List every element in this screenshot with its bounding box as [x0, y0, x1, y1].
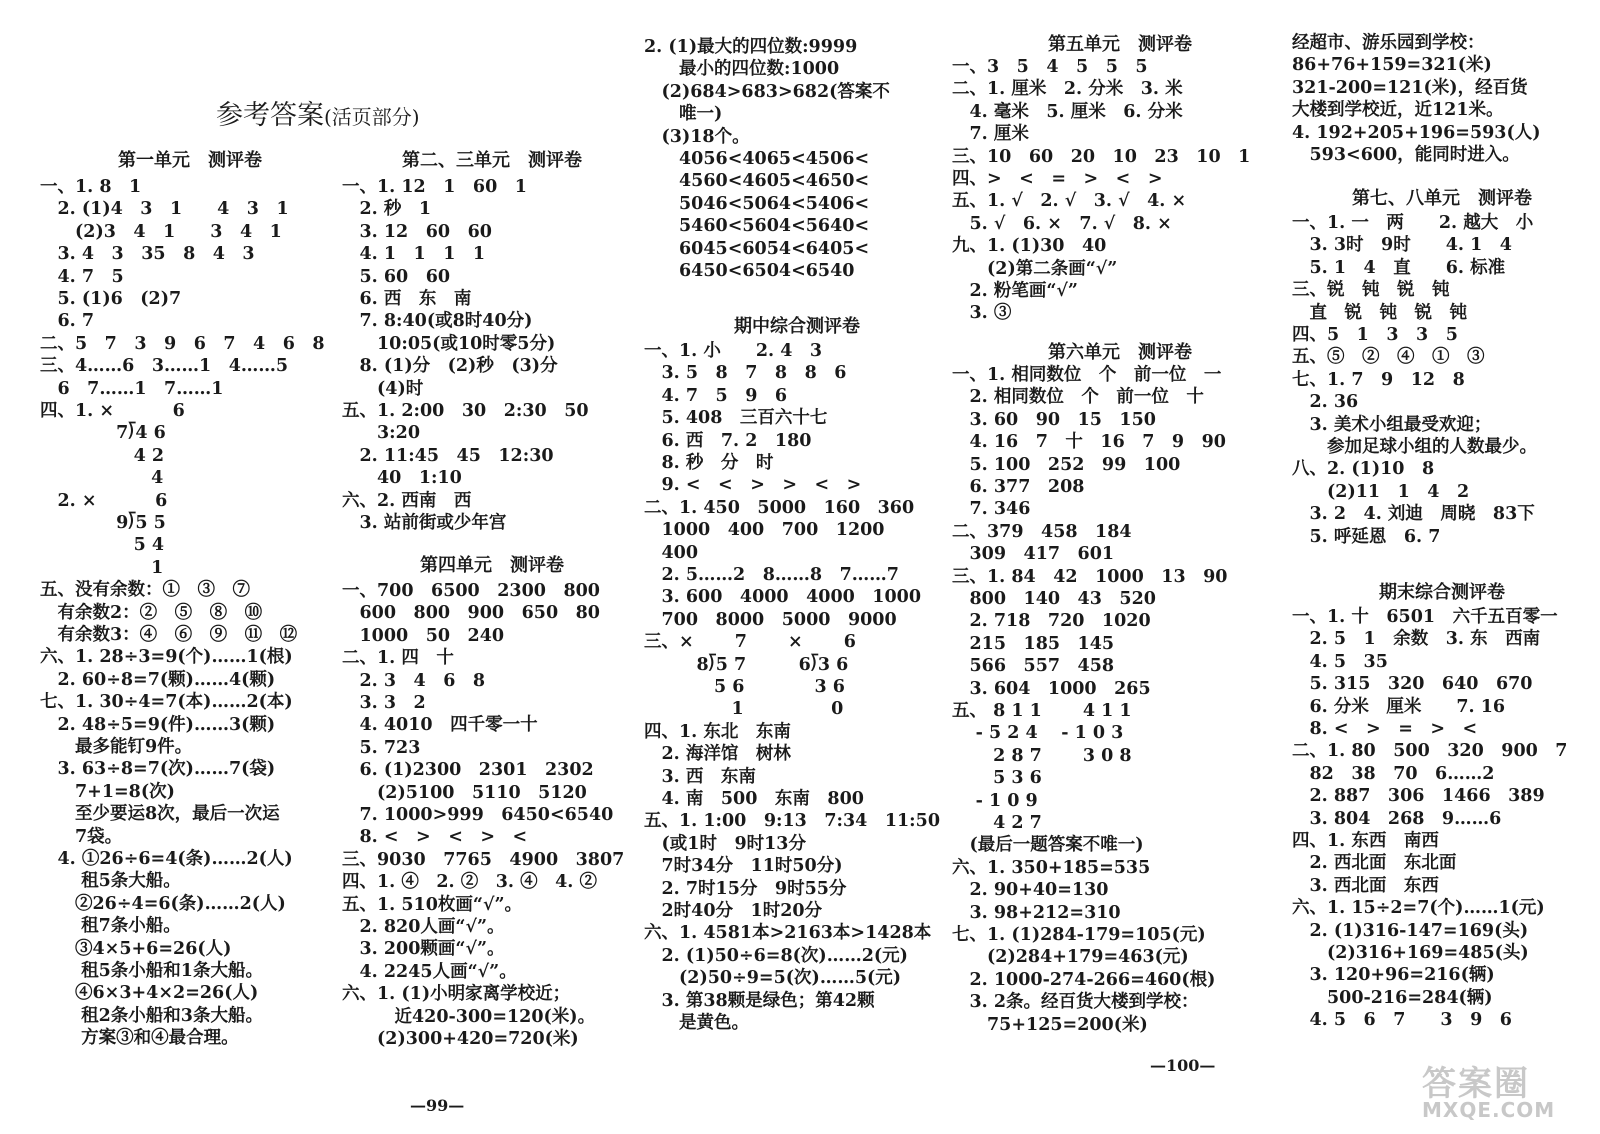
section-heading: 期末综合测评卷: [1379, 582, 1505, 603]
answer-line: 七、1. 7 9 12 8: [1292, 369, 1465, 390]
answer-line: 四、> < = > < >: [952, 169, 1163, 189]
answer-line: 5. 1 4 直 6. 标准: [1292, 257, 1506, 278]
answer-line: 三、× 7 × 6: [644, 632, 856, 653]
answer-line: 4. 5 35: [1292, 651, 1388, 672]
answer-line: 1000 50 240: [342, 625, 505, 646]
answer-line: 二、1. 厘米 2. 分米 3. 米: [952, 79, 1183, 100]
answer-line: 三、10 60 20 10 23 10 1: [952, 146, 1251, 167]
answer-line: 五、没有余数：① ③ ⑦: [40, 580, 250, 601]
answer-line: 大楼到学校近，近121米。: [1292, 100, 1504, 121]
section-heading: 期中综合测评卷: [734, 316, 860, 337]
answer-line: 8⟌5 7 6⟌3 6: [644, 654, 849, 675]
answer-line: 40 1:10: [342, 468, 462, 489]
answer-line: 1000 400 700 1200: [644, 520, 885, 541]
answer-line: 2. 718 720 1020: [952, 611, 1151, 632]
answer-line: 8. (1)分 (2)秒 (3)分: [342, 356, 558, 377]
answer-line: 2. 60÷8=7(颗)……4(颗): [40, 669, 276, 690]
answer-line: 三、锐 钝 锐 钝: [1292, 280, 1450, 301]
answer-line: 8. < > = > <: [1292, 719, 1478, 739]
answer-line: (或1时 9时13分: [644, 833, 806, 854]
answer-line: 四、1. ④ 2. ② 3. ④ 4. ②: [342, 872, 597, 893]
answer-line: (最后一题答案不唯一): [952, 835, 1144, 856]
answer-line: 四、1. 东西 南西: [1292, 831, 1439, 851]
page-number-left: —99—: [410, 1096, 465, 1115]
answer-line: 一、3 5 4 5 5 5: [952, 57, 1148, 77]
answer-line: 7时34分 11时50分): [644, 856, 843, 877]
answer-line: 309 417 601: [952, 544, 1115, 565]
answer-line: (4)时: [342, 378, 424, 399]
answer-line: 215 185 145: [952, 633, 1115, 654]
answer-line: 8. < > < > <: [342, 827, 528, 848]
answer-line: 租2条小船和3条大船。: [40, 1005, 263, 1026]
answer-line: 3. 美术小组最受欢迎；: [1292, 414, 1492, 435]
answer-line: 有余数2：② ⑤ ⑧ ⑩: [40, 602, 263, 623]
answer-line: 3. 5 8 7 8 8 6: [644, 363, 847, 384]
answer-line: 至少要运8次，最后一次运: [40, 804, 280, 825]
answer-line: 四、1. 东北 东南: [644, 721, 791, 742]
answer-line: (2)284+179=463(元): [952, 947, 1189, 968]
answer-line: 566 557 458: [952, 656, 1115, 677]
answer-line: 5. √ 6. × 7. √ 8. ×: [952, 213, 1172, 234]
answer-line: 一、1. 12 1 60 1: [342, 177, 527, 197]
answer-line: 8. 秒 分 时: [644, 453, 774, 473]
answer-line: 一、1. 一 两 2. 越大 小: [1292, 213, 1534, 233]
answer-line: 经超市、游乐园到学校：: [1292, 33, 1485, 53]
answer-line: 593<600，能同时进入。: [1292, 145, 1520, 165]
answer-line: 4. 南 500 东南 800: [644, 789, 864, 809]
answer-line: 2. 7时15分 9时55分: [644, 878, 847, 899]
answer-line: 5 3 6: [952, 768, 1042, 789]
column-1: [40, 0, 340, 1134]
watermark: [1416, 1056, 1586, 1126]
title-main: 参考答案: [216, 100, 324, 131]
answer-line: 2. 粉笔画“√”: [952, 281, 1078, 301]
answer-line: 4. 5 6 7 3 9 6: [1292, 1010, 1512, 1031]
answer-line: 直 锐 钝 锐 钝: [1292, 302, 1467, 323]
answer-line: 2. 1000-274-266=460(根): [952, 969, 1216, 990]
answer-line: 5. 呼延恩 6. 7: [1292, 526, 1441, 547]
answer-line: 2. 48÷5=9(件)……3(颗): [40, 714, 276, 735]
answer-line: ③4×5+6=26(人): [40, 938, 232, 959]
answer-line: 2. 秒 1: [342, 199, 432, 220]
answer-line: 4. 192+205+196=593(人): [1292, 122, 1541, 143]
answer-line: 2. 5……2 8……8 7……7: [644, 565, 899, 585]
title-subtitle: (活页部分): [324, 105, 420, 129]
answer-line: 三、9030 7765 4900 3807: [342, 849, 625, 870]
answer-line: 六、2. 西南 西: [342, 490, 472, 511]
answer-line: 2. (1)4 3 1 4 3 1: [40, 199, 289, 220]
answer-line: 有余数3：④ ⑥ ⑨ ⑪ ⑫: [40, 625, 298, 645]
answer-line: 3. 2 4. 刘迪 周晓 83下: [1292, 504, 1535, 525]
section-heading: 第六单元 测评卷: [1048, 342, 1192, 363]
answer-line: 4 2: [40, 445, 165, 466]
answer-line: 7. 1000>999 6450<6540: [342, 805, 614, 825]
answer-line: 2 8 7 3 0 8: [952, 745, 1132, 766]
answer-line: 10:05(或10时零5分): [342, 333, 556, 354]
answer-line: 5. (1)6 (2)7: [40, 289, 182, 309]
answer-line: (2)5100 5110 5120: [342, 782, 587, 803]
answer-line: 321-200=121(米)，经百货: [1292, 77, 1528, 98]
answer-line: (2)11 1 4 2: [1292, 481, 1470, 502]
answer-line: 3. 3 2: [342, 693, 426, 713]
answer-line: 六、1. 28÷3=9(个)……1(根): [40, 647, 293, 668]
answer-line: 3. 西北面 东西: [1292, 875, 1439, 896]
answer-line: 5. 100 252 99 100: [952, 454, 1181, 475]
answer-line: 2. 820人画“√”。: [342, 917, 505, 937]
answer-line: 2. 3 4 6 8: [342, 670, 486, 691]
answer-line: 2. × 6: [40, 490, 168, 511]
answer-line: 5 6 3 6: [644, 677, 845, 697]
answer-line: 6 7……1 7……1: [40, 378, 224, 399]
answer-line: 六、1. 15÷2=7(个)……1(元): [1292, 898, 1545, 919]
section-heading: 第五单元 测评卷: [1048, 34, 1192, 55]
answer-line: 三、4……6 3……1 4……5: [40, 356, 289, 377]
answer-line: 五、1. 1:00 9:13 7:34 11:50: [644, 811, 940, 832]
answer-line: 五、1. 2:00 30 2:30 50: [342, 401, 589, 421]
answer-line: 7袋。: [40, 826, 123, 847]
answer-line: 参加足球小组的人数最少。: [1292, 437, 1537, 457]
answer-line: 4560<4605<4650<: [644, 171, 870, 192]
answer-line: 6. 分米 厘米 7. 16: [1292, 696, 1506, 717]
answer-line: - 1 0 9: [952, 790, 1038, 811]
answer-line: 一、1. 相同数位 个 前一位 一: [952, 365, 1222, 385]
answer-line: 二、1. 四 十: [342, 648, 454, 669]
answer-line: 六、1. 350+185=535: [952, 857, 1151, 878]
answer-line: 五、1. √ 2. √ 3. √ 4. ×: [952, 191, 1187, 212]
section-heading: 第一单元 测评卷: [118, 150, 262, 171]
answer-line: 5046<5064<5406<: [644, 193, 870, 214]
answer-line: 四、5 1 3 3 5: [1292, 325, 1458, 345]
answer-line: 八、2. (1)10 8: [1292, 459, 1435, 480]
answer-line: 3. 200颗画“√”。: [342, 939, 505, 960]
answer-line: 方案③和④最合理。: [40, 1028, 239, 1049]
column-4: [952, 0, 1288, 1134]
answer-line: 4. 4010 四千零一十: [342, 715, 538, 736]
answer-line: 2. 36: [1292, 392, 1359, 413]
answer-line: 2. (1)50÷6=8(次)……2(元): [644, 945, 908, 966]
answer-line: 租5条小船和1条大船。: [40, 961, 263, 981]
answer-line: 租7条小船。: [40, 916, 181, 937]
answer-line: 4. 7 5: [40, 266, 124, 287]
answer-line: 400: [644, 542, 699, 563]
column-3: [644, 0, 950, 1134]
answer-line: 4: [40, 468, 164, 489]
answer-line: 九、1. (1)30 40: [952, 236, 1107, 257]
answer-line: 5. 723: [342, 737, 421, 758]
answer-line: 9⟌5 5: [40, 513, 166, 533]
answer-line: 最小的四位数:1000: [644, 59, 840, 80]
answer-line: 一、700 6500 2300 800: [342, 581, 600, 601]
answer-line: 三、1. 84 42 1000 13 90: [952, 566, 1228, 587]
answer-line: ②26÷4=6(条)……2(人): [40, 893, 286, 914]
answer-line: (2)50÷9=5(次)……5(元): [644, 968, 902, 989]
answer-line: 一、1. 小 2. 4 3: [644, 341, 823, 361]
answer-line: 6450<6504<6540: [644, 261, 855, 281]
answer-line: 6. (1)2300 2301 2302: [342, 760, 594, 781]
answer-line: 3. 604 1000 265: [952, 678, 1151, 699]
column-5: [1292, 0, 1592, 1134]
answer-line: 5460<5604<5640<: [644, 216, 870, 237]
answer-line: 五、⑤ ② ④ ① ③: [1292, 347, 1485, 368]
answer-line: 3. 60 90 15 150: [952, 409, 1156, 430]
watermark-logo-text: 答案圈: [1422, 1064, 1530, 1104]
answer-line: 7⟌4 6: [40, 423, 166, 444]
answer-line: 4. 16 7 十 16 7 9 90: [952, 432, 1226, 453]
answer-line: 3. ③: [952, 303, 1012, 324]
answer-line: 唯一): [644, 104, 723, 125]
answer-line: (2)3 4 1 3 4 1: [40, 221, 282, 242]
answer-line: 四、1. × 6: [40, 401, 185, 421]
answer-line: 2. 相同数位 个 前一位 十: [952, 387, 1204, 408]
answer-line: 4. 1 1 1 1: [342, 244, 486, 265]
answer-line: 二、379 458 184: [952, 521, 1132, 542]
answer-line: 一、1. 十 6501 六千五百零一: [1292, 607, 1558, 627]
answer-line: 7. 346: [952, 499, 1031, 520]
answer-line: 1: [40, 557, 164, 578]
answer-line: 3. 600 4000 4000 1000: [644, 587, 922, 608]
answer-line: 4. 7 5 9 6: [644, 385, 788, 406]
answer-line: 七、1. (1)284-179=105(元): [952, 925, 1206, 945]
answer-line: 3. 12 60 60: [342, 221, 492, 242]
section-heading: 第四单元 测评卷: [420, 555, 564, 576]
answer-line: 五、 8 1 1 4 1 1: [952, 701, 1132, 721]
answer-line: 二、1. 80 500 320 900 7: [1292, 741, 1568, 762]
answer-line: 2. (1)316-147=169(头): [1292, 920, 1529, 941]
answer-line: 700 8000 5000 9000: [644, 609, 897, 630]
answer-line: 六、1. (1)小明家离学校近；: [342, 984, 571, 1005]
section-heading: 第七、八单元 测评卷: [1352, 188, 1532, 209]
answer-line: 2. 西北面 东北面: [1292, 853, 1457, 874]
answer-line: (2)316+169=485(头): [1292, 943, 1529, 963]
answer-line: 租5条大船。: [40, 871, 181, 892]
answer-line: (2)300+420=720(米): [342, 1029, 579, 1049]
page-number-right: —100—: [1150, 1056, 1216, 1075]
answer-line: 5. 60 60: [342, 266, 451, 287]
answer-line: 4. 2245人画“√”。: [342, 961, 517, 982]
answer-line: 2时40分 1时20分: [644, 901, 823, 921]
answer-line: 3. 西 东南: [644, 766, 756, 787]
answer-line: - 5 2 4 - 1 0 3: [952, 723, 1124, 744]
answer-line: 9. < < > > < >: [644, 475, 862, 496]
answer-line: 4. 毫米 5. 厘米 6. 分米: [952, 101, 1183, 122]
answer-line: 5. 408 三百六十七: [644, 408, 828, 429]
answer-line: 七、1. 30÷4=7(本)……2(本): [40, 692, 293, 713]
answer-line: 1 0: [644, 699, 844, 720]
answer-line: 二、1. 450 5000 160 360: [644, 497, 915, 518]
answer-line: 3:20: [342, 423, 420, 444]
answer-line: 4. ①26÷6=4(条)……2(人): [40, 849, 293, 869]
answer-line: 5. 315 320 640 670: [1292, 674, 1533, 695]
answer-line: 3. 804 268 9……6: [1292, 808, 1502, 829]
answer-line: 800 140 43 520: [952, 589, 1156, 609]
answer-line: 4056<4065<4506<: [644, 149, 870, 169]
answer-line: 3. 2条。经百货大楼到学校：: [952, 992, 1199, 1013]
column-2: [342, 0, 642, 1134]
answer-line: 500-216=284(辆): [1292, 987, 1493, 1008]
answer-line: ④6×3+4×2=26(人): [40, 983, 259, 1004]
answer-line: 6. 377 208: [952, 477, 1085, 497]
answer-line: 2. 887 306 1466 389: [1292, 786, 1545, 807]
answer-line: (2)684>683>682(答案不: [644, 81, 890, 102]
answer-line: 7+1=8(次): [40, 781, 175, 802]
answer-line: 6. 7: [40, 311, 95, 332]
answer-line: 82 38 70 6……2: [1292, 763, 1495, 784]
answer-line: 4 2 7: [952, 813, 1042, 833]
answer-line: 近420-300=120(米)。: [342, 1006, 596, 1027]
answer-line: (3)18个。: [644, 126, 750, 147]
answer-line: 3. 120+96=216(辆): [1292, 965, 1495, 986]
answer-line: 600 800 900 650 80: [342, 603, 600, 624]
answer-line: 3. 4 3 35 8 4 3: [40, 244, 255, 265]
answer-line: 2. 90+40=130: [952, 880, 1109, 901]
answer-line: 3. 98+212=310: [952, 902, 1121, 923]
watermark-url: MXQE.COM: [1422, 1098, 1556, 1122]
answer-line: 5 4: [40, 535, 165, 556]
answer-line: 3. 63÷8=7(次)……7(袋): [40, 759, 276, 780]
answer-line: 7. 厘米: [952, 124, 1029, 145]
answer-line: 2. 海洋馆 树林: [644, 744, 791, 765]
answer-line: 3. 第38颗是绿色；第42颗: [644, 990, 875, 1011]
answer-line: 3. 3时 9时 4. 1 4: [1292, 235, 1512, 256]
answer-line: 二、5 7 3 9 6 7 4 6 8: [40, 333, 325, 354]
answer-line: 2. 11:45 45 12:30: [342, 445, 554, 466]
answer-line: 是黄色。: [644, 1013, 749, 1033]
answer-line: 7. 8:40(或8时40分): [342, 311, 533, 332]
answer-line: 2. (1)最大的四位数:9999: [644, 37, 858, 57]
answer-line: 6. 西 东 南: [342, 289, 472, 309]
answer-line: 五、1. 510枚画“√”。: [342, 894, 523, 915]
answer-line: 最多能钉9件。: [40, 737, 193, 757]
answer-line: 86+76+159=321(米): [1292, 55, 1492, 76]
answer-line: 2. 5 1 余数 3. 东 西南: [1292, 629, 1541, 650]
answer-line: 6045<6054<6405<: [644, 238, 870, 259]
answer-line: 6. 西 7. 2 180: [644, 430, 812, 451]
answer-line: 一、1. 8 1: [40, 177, 142, 197]
answer-line: 75+125=200(米): [952, 1014, 1148, 1035]
answer-line: 六、1. 4581本>2163本>1428本: [644, 923, 932, 944]
section-heading: 第二、三单元 测评卷: [402, 150, 582, 171]
answer-line: 3. 站前街或少年宫: [342, 513, 507, 533]
answer-line: (2)第二条画“√”: [952, 258, 1118, 279]
